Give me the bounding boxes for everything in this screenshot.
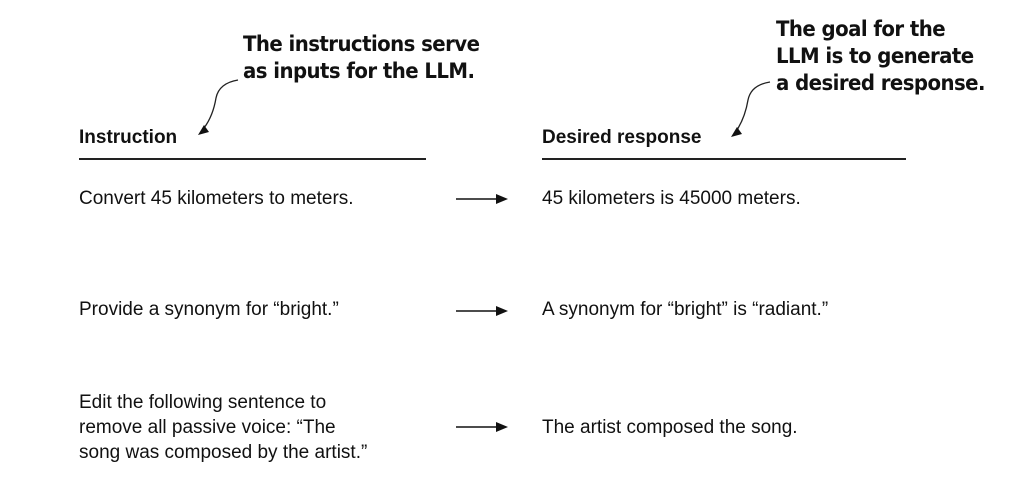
right-arrow-icon: [456, 192, 510, 206]
callout-goal-note: The goal for the LLM is to generate a desired response.: [776, 17, 985, 95]
right-arrow-icon: [456, 420, 510, 434]
instruction-column-header: Instruction: [79, 127, 178, 148]
response-cell-3: The artist composed the song.: [542, 417, 798, 438]
callout-goal-leader: [737, 82, 770, 130]
instruction-header-rule: [79, 158, 426, 160]
right-arrow-icon: [456, 304, 510, 318]
callout-instructions-arrowhead: [198, 125, 209, 135]
instruction-cell-2: Provide a synonym for “bright.”: [79, 299, 339, 320]
callout-instructions-note: The instructions serve as inputs for the LLM.: [243, 32, 480, 83]
callout-instructions-leader: [204, 80, 238, 128]
response-cell-1: 45 kilometers is 45000 meters.: [542, 188, 801, 209]
instruction-cell-1: Convert 45 kilometers to meters.: [79, 188, 354, 209]
response-column-header: Desired response: [542, 127, 702, 148]
instruction-cell-3: Edit the following sentence to remove all passive voice: “The song was composed by the artist.”: [79, 392, 368, 463]
response-cell-2: A synonym for “bright” is “radiant.”: [542, 299, 829, 320]
callout-goal-arrowhead: [731, 127, 742, 137]
response-header-rule: [542, 158, 906, 160]
